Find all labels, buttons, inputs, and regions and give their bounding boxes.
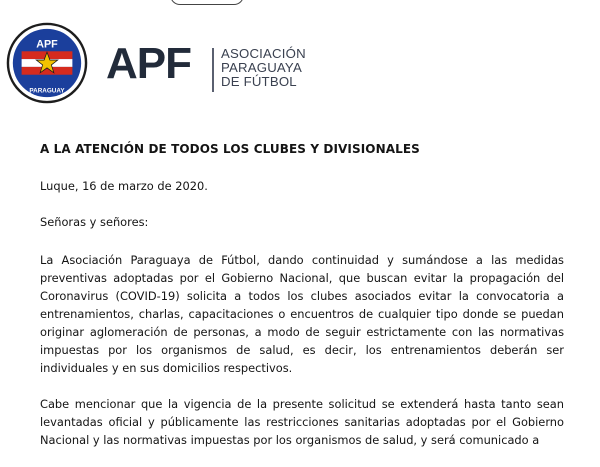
apf-seal-logo	[6, 22, 88, 104]
wordmark-divider	[212, 48, 214, 92]
org-name-line-1: ASOCIACIÓN	[221, 46, 306, 61]
letter-salutation: Señoras y señores:	[40, 215, 149, 229]
letter-addressee: A LA ATENCIÓN DE TODOS LOS CLUBES Y DIVISIONALES	[40, 142, 420, 156]
seal-bottom-text: PARAGUAY	[29, 87, 65, 95]
letter-date: Luque, 16 de marzo de 2020.	[40, 179, 208, 193]
apf-wordmark: APF	[106, 39, 191, 88]
seal-top-text: APF	[36, 38, 58, 51]
letter-paragraph-1: La Asociación Paraguaya de Fútbol, dando continuidad y sumándose a las medidas preventivas adoptadas por el Gobierno Nacional, que buscan evitar la propagación del Coronavirus (COVID-19) solicita a todos los clubes asociados evitar la convocatoria a entrenamientos, charlas, capacitaciones o encuentros de cualquier tipo donde se puedan originar aglomeración de personas, a modo de seguir estrictamente con las normativas impuestas por los organismos de salud, es decir, los entrenamientos deberán ser individuales y en sus domicilios respectivos.	[40, 253, 564, 375]
letter-paragraph-2: Cabe mencionar que la vigencia de la presente solicitud se extenderá hasta tanto sean levantadas oficial y públicamente las restricciones sanitarias adoptadas por el Gobierno Nacional y las normativas impuestas por los organismos de salud, y será comunicado a	[40, 397, 564, 447]
org-name	[221, 47, 306, 89]
letter-body	[40, 140, 564, 467]
letterhead	[6, 22, 586, 122]
page-top-tab	[170, 0, 244, 5]
org-name-line-2: PARAGUAYA	[221, 60, 302, 75]
org-name-line-3: DE FÚTBOL	[221, 74, 297, 89]
